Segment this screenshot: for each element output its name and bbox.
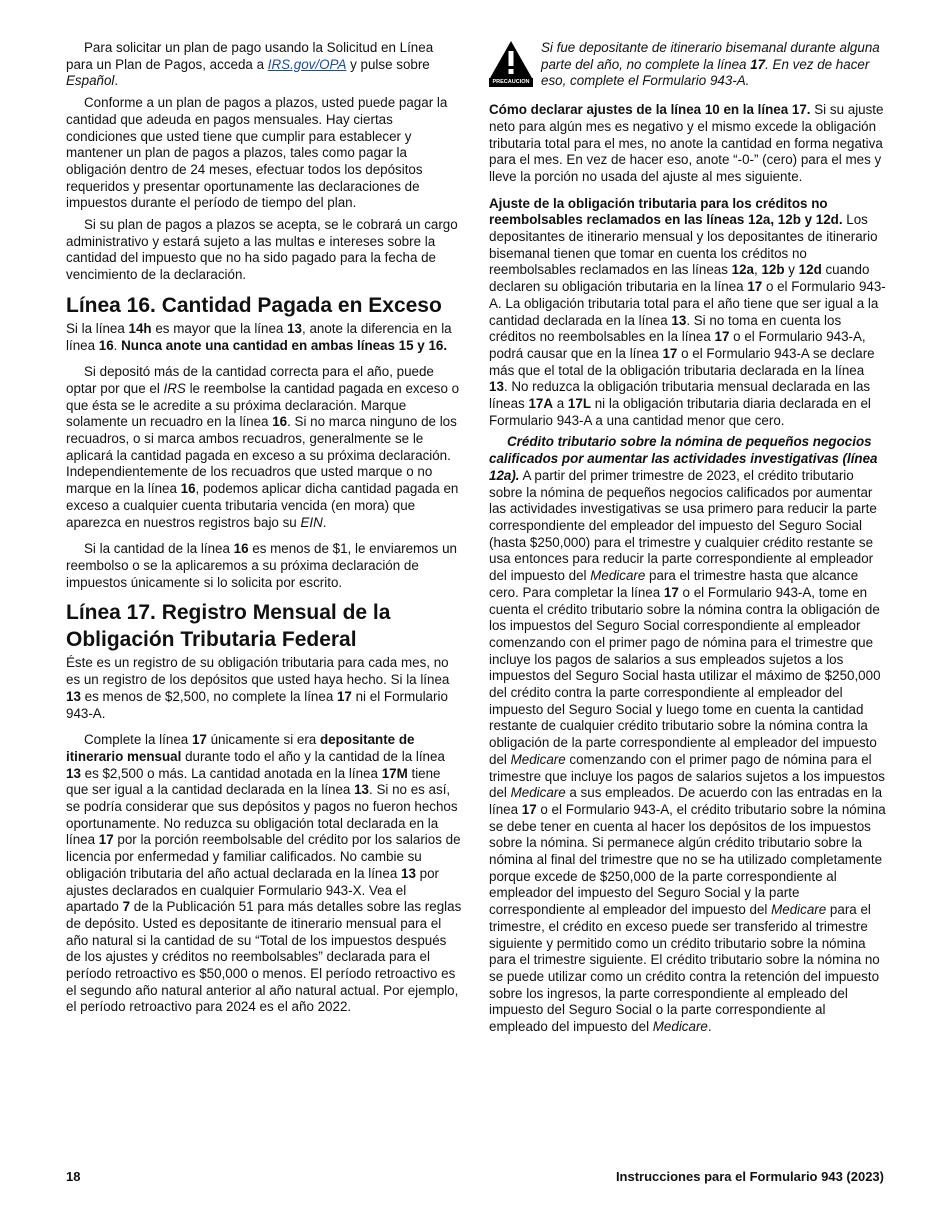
caution-box	[489, 40, 886, 90]
nonrefundable-credits-paragraph: Ajuste de la obligación tributaria para los créditos no reembolsables reclamados en las líneas 12a, 12b y 12d. Los depositantes de itinerario mensual y los depositantes de itinerario bisemanal tienen que tomar en cuenta los créditos no reembolsables reclamados en las líneas 12a, 12b y 12d cuando declaren su obligación tributaria en la línea 17 o el Formulario 943-A. La obligación tributaria total para el año tiene que ser igual a la cantidad declarada en la línea 13. Si no toma en cuenta los créditos no reembolsables en la línea 17 o el Formulario 943-A, podrá causar que en la línea 17 o el Formulario 943-A se declare más que el total de la obligación tributaria declarada en la línea 13. No reduzca la obligación tributaria mensual declarada en las líneas 17A a 17L ni la obligación tributaria diaria declarada en el Formulario 943-A a una cantidad menor que cero.	[489, 195, 886, 428]
page-number: 18	[66, 1169, 81, 1184]
installment-conditions-paragraph: Conforme a un plan de pagos a plazos, usted puede pagar la cantidad que adeuda en pagos mensuales. Hay ciertas condiciones que usted tiene que cumplir para establecer y mantener un plan de pagos a plazos, tales como pagar la obligación dentro de 24 meses, efectuar todos los depósitos requeridos y presentar oportunamente las declaraciones de impuestos durante el período de tiempo del plan.	[66, 95, 448, 211]
line-17-intro: Éste es un registro de su obligación tributaria para cada mes, no es un registro de los depósitos que usted haya hecho. Si la línea 13 es menos de $2,500, no complete la línea 17 ni el Formulario 943-A.	[66, 655, 450, 721]
line-16-intro: Si la línea 14h es mayor que la línea 13, anote la diferencia en la línea 16. Nunca anote una cantidad en ambas líneas 15 y 16.	[66, 320, 452, 353]
caution-text: Si fue depositante de itinerario bisemanal durante alguna parte del año, no complete la línea 17. En vez de hacer eso, complete el Formulario 943-A.	[541, 40, 880, 89]
caution-icon	[489, 40, 533, 88]
monthly-depositor-paragraph: Complete la línea 17 únicamente si era depositante de itinerario mensual durante todo el año y la cantidad de la línea 13 es $2,500 o más. La cantidad anotada en la línea 17M tiene que ser igual a la cantidad declarada en la línea 13. Si no es así, se podría considerar que sus depósitos y pagos no fueron hechos oportunamente. No reduzca su obligación total declarada en la línea 17 por la porción reembolsable del crédito por los salarios de licencia por enfermedad y familiar calificados. No cambie su obligación tributaria del año actual declarada en la línea 13 por ajustes declarados en cualquier Formulario 943-X. Vea el apartado 7 de la Publicación 51 para más detalles sobre las reglas de depósito. Usted es depositante de itinerario mensual para el año natural si la cantidad de su “Total de los impuestos después de los ajustes y créditos no reembolsables” declarada para el período retroactivo es $50,000 o menos. El período retroactivo es el segundo año natural anterior al año natural actual. Por ejemplo, el período retroactivo para 2024 es el año 2022.	[66, 732, 462, 1015]
line-16-heading: Línea 16. Cantidad Pagada en Exceso	[66, 293, 442, 317]
right-column	[489, 40, 886, 1041]
left-column	[66, 40, 462, 1021]
small-refund-paragraph: Si la cantidad de la línea 16 es menos de $1, le enviaremos un reembolso o se la aplicaremos a su próxima declaración de impuestos únicamente si lo solicita por escrito.	[66, 541, 457, 590]
payroll-tax-credit-paragraph: Crédito tributario sobre la nómina de pequeños negocios calificados por aumentar las actividades investigativas (línea 12a). A partir del primer trimestre de 2023, el crédito tributario sobre la nómina de pequeños negocios calificados por aumentar las actividades investigativas se usa primero para reducir la parte correspondiente del empleador del impuesto del Seguro Social (hasta $250,000) para el trimestre y cualquier crédito restante se usa entonces para reducir la parte correspondiente al empleador del impuesto del Medicare para el trimestre hasta que alcance cero. Para completar la línea 17 o el Formulario 943-A, tome en cuenta el crédito tributario sobre la nómina contra la obligación de los impuestos del Seguro Social correspondiente al empleador comenzando con el primer pago de nómina para el trimestre que incluye los pagos de salarios a sus empleados sujetos a los impuestos del Seguro Social hasta utilizar el máximo de $250,000 del crédito contra la parte correspondiente al empleador del impuesto del Seguro Social y luego tome en cuenta la cantidad restante de cualquier crédito tributario sobre la nómina contra la obligación de la parte correspondiente al empleador del impuesto del Medicare comenzando con el primer pago de nómina para el trimestre que incluye los pagos de salarios sujetos a los impuestos del Medicare a sus empleados. De acuerdo con las entradas en la línea 17 o el Formulario 943-A, el crédito tributario sobre la nómina se debe tener en cuenta al hacer los depósitos de los impuestos sobre la nómina. Si permanece algún crédito tributario sobre la nómina al final del trimestre que no se ha utilizado completamente porque excede de $250,000 de la parte correspondiente al empleador del impuesto del Seguro Social y la parte correspondiente al empleador del impuesto del Medicare para el trimestre, el crédito en exceso puede ser transferido al trimestre siguiente y permitido como un crédito tributario sobre la nómina para el trimestre siguiente. El crédito tributario sobre la nómina no se puede utilizar como un crédito contra la retención del impuesto sobre los ingresos, la parte correspondiente al empleado del impuesto del Seguro Social o la parte correspondiente al empleado del impuesto del Medicare.	[489, 434, 886, 1035]
footer-title: Instrucciones para el Formulario 943 (2023)	[615, 1169, 884, 1184]
adjustments-paragraph: Cómo declarar ajustes de la línea 10 en la línea 17. Si su ajuste neto para algún mes es negativo y el mismo excede la obligación tributaria total para el mes, no anote la cantidad en forma negativa para el mes. En vez de hacer eso, anote “-0-” (cero) para el mes y lleve la porción no usada del ajuste al mes siguiente.	[489, 102, 884, 184]
installment-fee-paragraph: Si su plan de pagos a plazos se acepta, se le cobrará un cargo administrativo y estará sujeto a las multas e intereses sobre la cantidad del impuesto que no ha sido pagado para la fecha de vencimiento de la declaración.	[66, 217, 458, 283]
irs-opa-link[interactable]: IRS.gov/OPA	[267, 56, 347, 72]
payment-plan-paragraph: Para solicitar un plan de pago usando la Solicitud en Línea para un Plan de Pagos, acceda a IRS.gov/OPA y pulse sobre Español.	[66, 40, 434, 89]
line-17-heading: Línea 17. Registro Mensual de la Obligación Tributaria Federal	[66, 601, 391, 652]
overpayment-paragraph: Si depositó más de la cantidad correcta para el año, puede optar por que el IRS le reembolse la cantidad pagada en exceso o que ésta se le acredite a su próxima declaración. Marque solamente un recuadro en la línea 16. Si no marca ninguno de los recuadros, o si marca ambos recuadros, generalmente se le aplicará la cantidad pagada en exceso a su próxima declaración. Independientemente de los recuadros que usted marque o no marque en la línea 16, podemos aplicar dicha cantidad pagada en exceso a cualquier cuenta tributaria vencida (en mora) que aparezca en nuestros registros bajo su EIN.	[66, 364, 460, 530]
caution-label: PRECAUCION	[489, 78, 533, 87]
